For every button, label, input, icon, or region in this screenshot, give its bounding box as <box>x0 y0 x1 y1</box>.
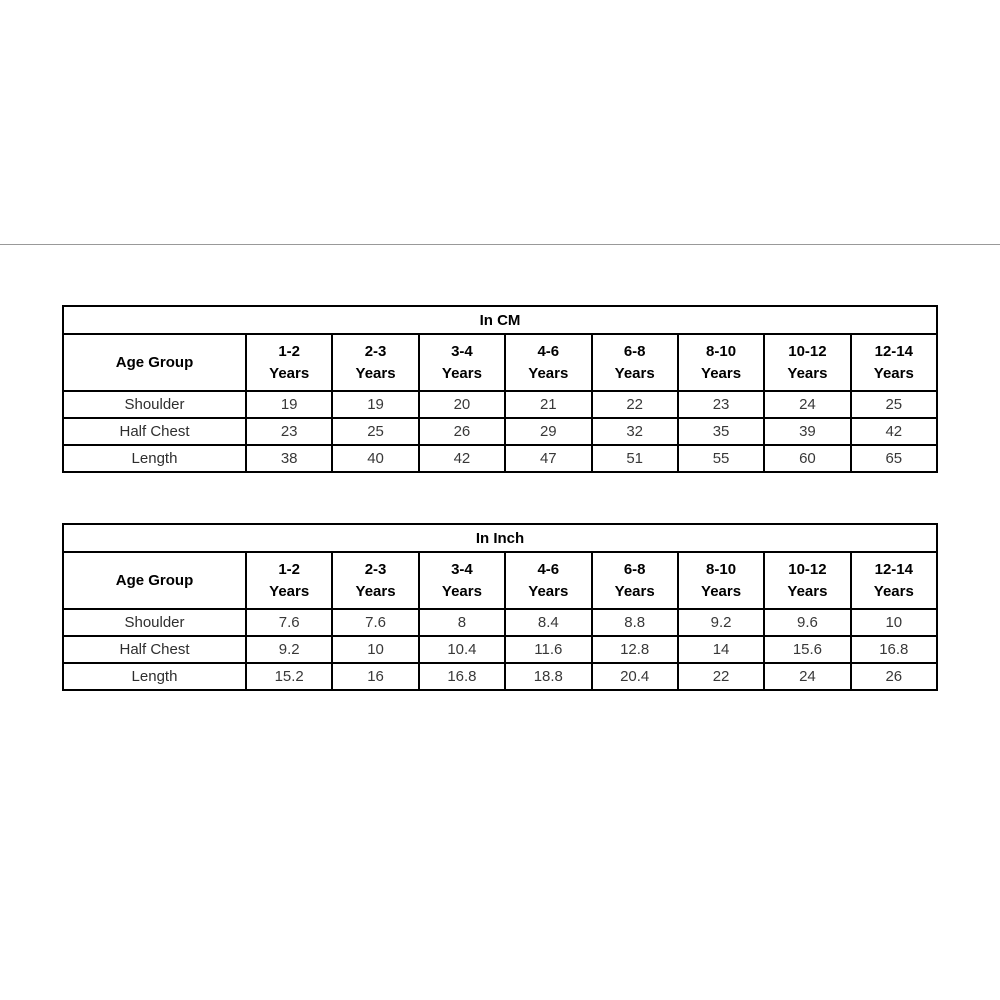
value-cell: 39 <box>764 418 850 445</box>
corner-header-age-group: Age Group <box>63 552 246 609</box>
table-row <box>63 418 937 445</box>
value-cell: 7.6 <box>332 609 418 636</box>
value-cell: 9.6 <box>764 609 850 636</box>
age-range-label: 10-12 <box>788 560 827 578</box>
value-cell: 11.6 <box>505 636 591 663</box>
value-cell: 15.6 <box>764 636 850 663</box>
value-cell: 25 <box>851 391 937 418</box>
column-header-2-3-years <box>332 552 418 609</box>
years-label: Years <box>441 364 482 382</box>
horizontal-divider <box>0 244 1000 245</box>
value-cell: 8 <box>419 609 505 636</box>
value-cell: 8.8 <box>592 609 678 636</box>
age-range-label: 1-2 <box>278 560 301 578</box>
table-header-row <box>63 552 937 609</box>
value-cell: 19 <box>246 391 332 418</box>
age-range-label: 12-14 <box>874 560 913 578</box>
row-label: Half Chest <box>63 418 246 445</box>
value-cell: 55 <box>678 445 764 472</box>
value-cell: 35 <box>678 418 764 445</box>
years-label: Years <box>787 582 828 600</box>
years-label: Years <box>701 582 742 600</box>
age-range-label: 6-8 <box>623 342 646 360</box>
value-cell: 10 <box>851 609 937 636</box>
value-cell: 25 <box>332 418 418 445</box>
age-range-label: 1-2 <box>278 342 301 360</box>
value-cell: 23 <box>678 391 764 418</box>
value-cell: 21 <box>505 391 591 418</box>
column-header-8-10-years <box>678 552 764 609</box>
value-cell: 47 <box>505 445 591 472</box>
age-range-label: 2-3 <box>364 560 387 578</box>
size-chart-cm-container <box>62 305 938 473</box>
value-cell: 8.4 <box>505 609 591 636</box>
years-label: Years <box>269 364 310 382</box>
row-label: Length <box>63 445 246 472</box>
value-cell: 24 <box>764 391 850 418</box>
years-label: Years <box>269 582 310 600</box>
table-title-row <box>63 306 937 334</box>
value-cell: 19 <box>332 391 418 418</box>
column-header-6-8-years <box>592 552 678 609</box>
value-cell: 38 <box>246 445 332 472</box>
years-label: Years <box>528 364 569 382</box>
size-chart-inch-container <box>62 523 938 691</box>
row-label: Length <box>63 663 246 690</box>
value-cell: 15.2 <box>246 663 332 690</box>
age-range-label: 10-12 <box>788 342 827 360</box>
years-label: Years <box>355 364 396 382</box>
age-range-label: 4-6 <box>537 560 560 578</box>
column-header-12-14-years <box>851 552 937 609</box>
value-cell: 24 <box>764 663 850 690</box>
years-label: Years <box>355 582 396 600</box>
column-header-10-12-years <box>764 552 850 609</box>
value-cell: 22 <box>592 391 678 418</box>
column-header-1-2-years <box>246 334 332 391</box>
value-cell: 9.2 <box>246 636 332 663</box>
table-title: In Inch <box>63 524 937 552</box>
years-label: Years <box>787 364 828 382</box>
value-cell: 18.8 <box>505 663 591 690</box>
years-label: Years <box>614 582 655 600</box>
value-cell: 20 <box>419 391 505 418</box>
table-row <box>63 636 937 663</box>
size-table-cm <box>62 305 938 473</box>
age-range-label: 12-14 <box>874 342 913 360</box>
years-label: Years <box>528 582 569 600</box>
column-header-3-4-years <box>419 334 505 391</box>
value-cell: 60 <box>764 445 850 472</box>
table-row <box>63 391 937 418</box>
column-header-4-6-years <box>505 334 591 391</box>
table-row <box>63 663 937 690</box>
row-label: Shoulder <box>63 391 246 418</box>
column-header-8-10-years <box>678 334 764 391</box>
column-header-3-4-years <box>419 552 505 609</box>
size-table-inch <box>62 523 938 691</box>
years-label: Years <box>873 364 914 382</box>
value-cell: 42 <box>419 445 505 472</box>
value-cell: 7.6 <box>246 609 332 636</box>
age-range-label: 3-4 <box>451 560 473 578</box>
column-header-2-3-years <box>332 334 418 391</box>
value-cell: 40 <box>332 445 418 472</box>
age-range-label: 8-10 <box>706 560 737 578</box>
value-cell: 23 <box>246 418 332 445</box>
years-label: Years <box>873 582 914 600</box>
table-title-row <box>63 524 937 552</box>
value-cell: 12.8 <box>592 636 678 663</box>
value-cell: 26 <box>851 663 937 690</box>
age-range-label: 6-8 <box>623 560 646 578</box>
value-cell: 42 <box>851 418 937 445</box>
value-cell: 22 <box>678 663 764 690</box>
age-range-label: 3-4 <box>451 342 473 360</box>
value-cell: 10 <box>332 636 418 663</box>
corner-header-age-group: Age Group <box>63 334 246 391</box>
value-cell: 16 <box>332 663 418 690</box>
column-header-10-12-years <box>764 334 850 391</box>
table-row <box>63 609 937 636</box>
age-range-label: 2-3 <box>364 342 387 360</box>
column-header-4-6-years <box>505 552 591 609</box>
value-cell: 51 <box>592 445 678 472</box>
row-label: Half Chest <box>63 636 246 663</box>
years-label: Years <box>441 582 482 600</box>
column-header-6-8-years <box>592 334 678 391</box>
value-cell: 14 <box>678 636 764 663</box>
age-range-label: 4-6 <box>537 342 560 360</box>
table-title: In CM <box>63 306 937 334</box>
value-cell: 65 <box>851 445 937 472</box>
value-cell: 20.4 <box>592 663 678 690</box>
years-label: Years <box>701 364 742 382</box>
value-cell: 29 <box>505 418 591 445</box>
column-header-12-14-years <box>851 334 937 391</box>
table-header-row <box>63 334 937 391</box>
value-cell: 26 <box>419 418 505 445</box>
value-cell: 10.4 <box>419 636 505 663</box>
value-cell: 16.8 <box>851 636 937 663</box>
column-header-1-2-years <box>246 552 332 609</box>
value-cell: 9.2 <box>678 609 764 636</box>
value-cell: 32 <box>592 418 678 445</box>
age-range-label: 8-10 <box>706 342 737 360</box>
value-cell: 16.8 <box>419 663 505 690</box>
years-label: Years <box>614 364 655 382</box>
row-label: Shoulder <box>63 609 246 636</box>
table-row <box>63 445 937 472</box>
